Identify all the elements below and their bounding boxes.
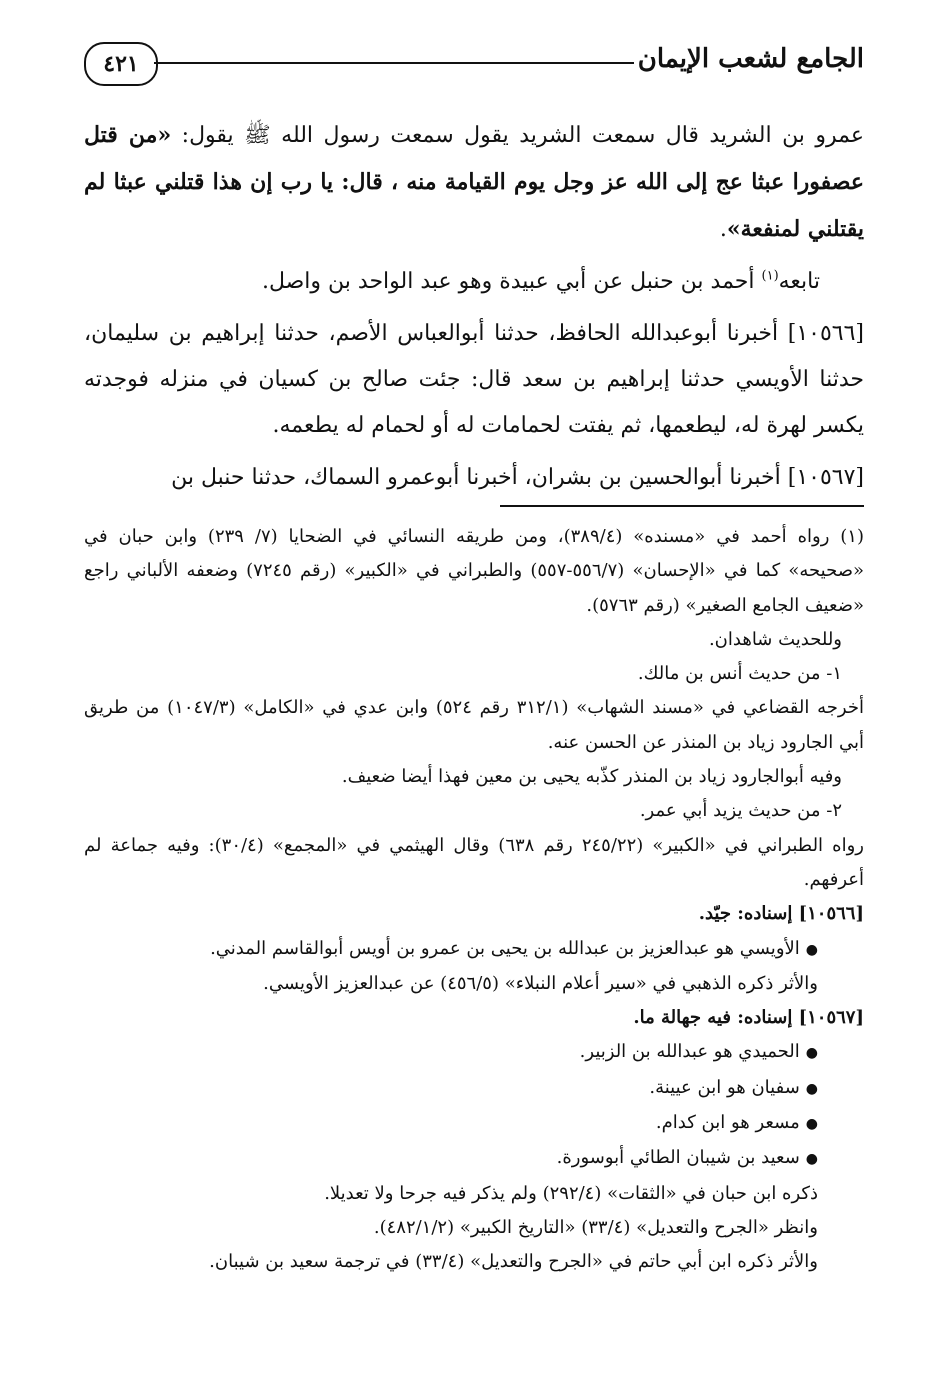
- bullet-item: [84, 1071, 864, 1106]
- bullet-item: [84, 932, 864, 967]
- paragraph-hadith: [84, 112, 864, 253]
- book-title: الجامع لشعب الإيمان: [637, 44, 864, 74]
- bullet-item: [84, 1035, 864, 1070]
- bullet-text: مسعر هو ابن كدام.: [655, 1112, 800, 1134]
- bullet-item: [84, 1141, 864, 1176]
- footnote-separator: [500, 505, 864, 507]
- footnotes: [84, 520, 864, 1280]
- footnote-1: (١) رواه أحمد في «مسنده» (٣٨٩/٤)، ومن طريقه النسائي في الضحايا (٧/ ٢٣٩) وابن حبان في «صحيحه» كما في «الإحسان» (٥٥٦/٧-٥٥٧) والطبراني في «الكبير» (رقم ٧٢٤٥) وضعفه الألباني راجع «ضعيف الجامع الصغير» (رقم ٥٧٦٣).: [84, 526, 864, 616]
- header-rule: [154, 62, 634, 64]
- bullet-icon: ●: [805, 941, 818, 958]
- bullet-icon: ●: [805, 1151, 818, 1168]
- page-number: ٤٢١: [84, 42, 158, 86]
- footnote-marker: (١): [761, 268, 779, 284]
- mutaba-text: أحمد بن حنبل عن أبي عبيدة وهو عبد الواحد بن واصل.: [261, 269, 762, 294]
- isnad-text: عمرو بن الشريد قال سمعت الشريد يقول سمعت رسول الله ﷺ يقول:: [171, 123, 864, 148]
- bullet-text: الأويسي هو عبدالعزيز بن عبدالله بن يحيى بن عمرو بن أويس أبوالقاسم المدني.: [210, 937, 800, 959]
- bullet-icon: ●: [805, 1116, 818, 1133]
- mutaba-word: تابعه: [778, 269, 820, 294]
- footnote-line: ٢- من حديث يزيد أبي عمر.: [639, 800, 842, 822]
- bullet-icon: ●: [805, 1045, 818, 1062]
- grading-10566: [84, 897, 864, 931]
- page-header: [84, 38, 864, 88]
- footnote-line: وانظر «الجرح والتعديل» (٣٣/٤) «التاريخ الكبير» (٤٨٢/١/٢).: [373, 1216, 818, 1238]
- footnote-line: وللحديث شاهدان.: [708, 628, 842, 650]
- grading-value: فيه جهالة ما.: [633, 1007, 731, 1029]
- bullet-text: سفيان هو ابن عيينة.: [649, 1076, 800, 1098]
- footnote-line: وفيه أبوالجارود زياد بن المنذر كذّبه يحيى بن معين فهذا أيضا ضعيف.: [341, 766, 842, 788]
- footnote-line: ١- من حديث أنس بن مالك.: [637, 663, 842, 685]
- grading-10567: [84, 1001, 864, 1035]
- footnote-line: رواه الطبراني في «الكبير» (٢٤٥/٢٢ رقم ٦٣٨) وقال الهيثمي في «المجمع» (٣٠/٤): وفيه جماعة لم أعرفهم.: [84, 834, 864, 890]
- footnote-line: ذكره ابن حبان في «الثقات» (٢٩٢/٤) ولم يذكر فيه جرحا ولا تعديلا.: [324, 1182, 818, 1204]
- footnote-line: والأثر ذكره ابن أبي حاتم في «الجرح والتعديل» (٣٣/٤) في ترجمة سعيد بن شيبان.: [209, 1251, 818, 1273]
- hadith-text: «من قتل عصفورا عبثا عج إلى الله عز وجل يوم القيامة منه ، قال: يا رب إن هذا قتلني عبثا لم يقتلني لمنفعة»: [84, 122, 864, 242]
- period: .: [719, 217, 727, 242]
- narration-10567: [١٠٥٦٧] أخبرنا أبوالحسين بن بشران، أخبرنا أبوعمرو السماك، حدثنا حنبل بن: [171, 465, 864, 490]
- paragraph-mutaba: [84, 259, 864, 305]
- bullet-item: [84, 1106, 864, 1141]
- grading-label: [١٠٥٦٦] إسناده:: [730, 903, 864, 925]
- bullet-text: سعيد بن شيبان الطائي أبوسورة.: [556, 1147, 800, 1169]
- bullet-icon: ●: [805, 1080, 818, 1097]
- grading-label: [١٠٥٦٧] إسناده:: [730, 1007, 864, 1029]
- bullet-text: الحميدي هو عبدالله بن الزبير.: [579, 1041, 800, 1063]
- main-text: [84, 112, 864, 507]
- footnote-line: أخرجه القضاعي في «مسند الشهاب» (٣١٢/١ رقم ٥٢٤) وابن عدي في «الكامل» (١٠٤٧/٣) من طريق أبي الجارود زياد بن المنذر عن الحسن عنه.: [84, 697, 864, 753]
- narration-10566: [١٠٥٦٦] أخبرنا أبوعبدالله الحافظ، حدثنا أبوالعباس الأصم، حدثنا إبراهيم بن سليمان، حدثنا الأويسي حدثنا إبراهيم بن سعد قال: جئت صالح بن كسيان في منزله فوجدته يكسر لهرة له، ليطعمها، ثم يفتت لحمامات له أو لحمام له يطعمه.: [84, 321, 864, 438]
- footnote-line: والأثر ذكره الذهبي في «سير أعلام النبلاء» (٤٥٦/٥) عن عبدالعزيز الأويسي.: [263, 972, 818, 994]
- grading-value: جيّد.: [698, 903, 731, 925]
